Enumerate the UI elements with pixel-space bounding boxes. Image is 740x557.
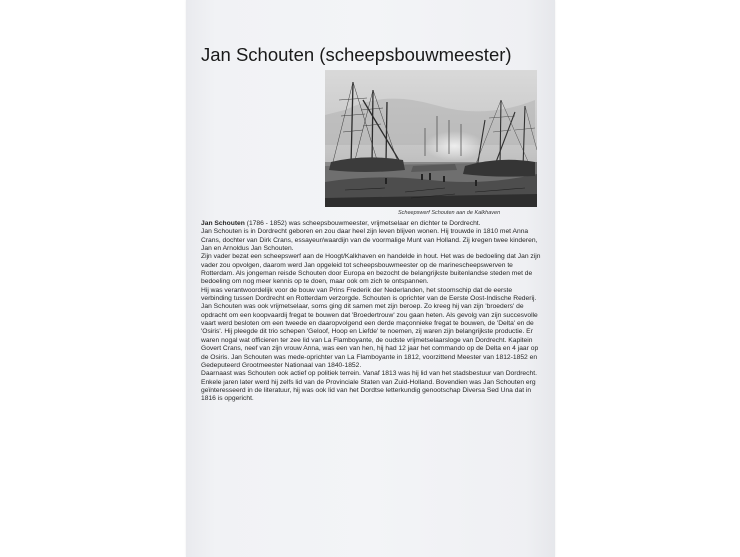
- document-title: Jan Schouten (scheepsbouwmeester): [201, 44, 512, 65]
- image-caption: Scheepswerf Schouten aan de Kalkhaven: [398, 210, 501, 216]
- shipyard-engraving: [325, 70, 537, 207]
- paragraph-steamship: Hij was verantwoordelijk voor de bouw van Prins Frederik der Nederlanden, het stoomschip dat de eerste verbinding tussen Dordrecht en Rotterdam verzorgde. Schouten is oprichter van de Eerste Oost-Indische Rederij.: [201, 286, 537, 303]
- paper-sheet: [186, 0, 555, 557]
- paragraph-text: (1786 - 1852) was scheepsbouwmeester, vrijmetselaar en dichter te Dordrecht.: [244, 220, 481, 227]
- paragraph-family: Jan Schouten is in Dordrecht geboren en zou daar heel zijn leven blijven wonen. Hij trouwde in 1810 met Anna Crans, dochter van Dirk Crans, essayeur/waardijn van de voormalige Munt van Holland. Zij kregen twee kinderen, Jan en Arnoldus Jan Schouten.: [201, 228, 538, 253]
- shipyard-illustration: [325, 70, 537, 207]
- paragraph-training: Zijn vader bezat een scheepswerf aan de Hoogt/Kalkhaven en handelde in hout. Het was de bedoeling dat Jan zijn vader zou opvolgen, daarom werd Jan opgeleid tot scheepsbouwmeester op de marinescheepswerven te Rotterdam. Als jongeman reisde Schouten door Europa en bezocht de belangrijkste buitenlandse steden met de bedoeling om nog meer kennis op te doen, maar ook om zich te ontspannen.: [201, 253, 541, 286]
- paragraph-intro: [201, 220, 543, 228]
- paragraph-freemasonry: Jan Schouten was ook vrijmetselaar, soms ging dit samen met zijn beroep. Zo kreeg hij van zijn 'broeders' de opdracht om een koopvaardij fregat te bouwen dat 'Broedertrouw' zou gaan heten. Als gevolg van zijn succesvolle vaart werd besloten om een tweede en daaropvolgend een derde maçonnieke fregat te bouwen, de 'Delta' en de 'Osiris'. Hij pleegde dit trio schepen 'Geloof, Hoop en Liefde' te noemen, zij waren zijn belangrijkste productie. Er waren nogal wat officieren ter zee lid van La Flamboyante, de oudste vrijmetselaarsloge van Dordrecht. Kapitein Govert Crans, neef van zijn vrouw Anna, was een van hen, hij had 12 jaar het commando op de Delta en 4 jaar op de Osiris. Jan Schouten was mede-oprichter van La Flamboyante in 1812, voorzittend Meester van 1812-1852 en Gedeputeerd Grootmeester Nationaal van 1840-1852.: [201, 303, 539, 369]
- article-body: [201, 220, 543, 404]
- paragraph-politics: Daarnaast was Schouten ook actief op politiek terrein. Vanaf 1813 was hij lid van het stadsbestuur van Dordrecht. Enkele jaren later werd hij zelfs lid van de Provinciale Staten van Zuid-Holland. Bovendien was Jan Schouten erg geïnteresseerd in de literatuur, hij was ook lid van het Dordtse letterkundig genootschap Diversa Sed Una dat in 1816 is opgericht.: [201, 370, 537, 403]
- subject-name: Jan Schouten: [201, 220, 245, 227]
